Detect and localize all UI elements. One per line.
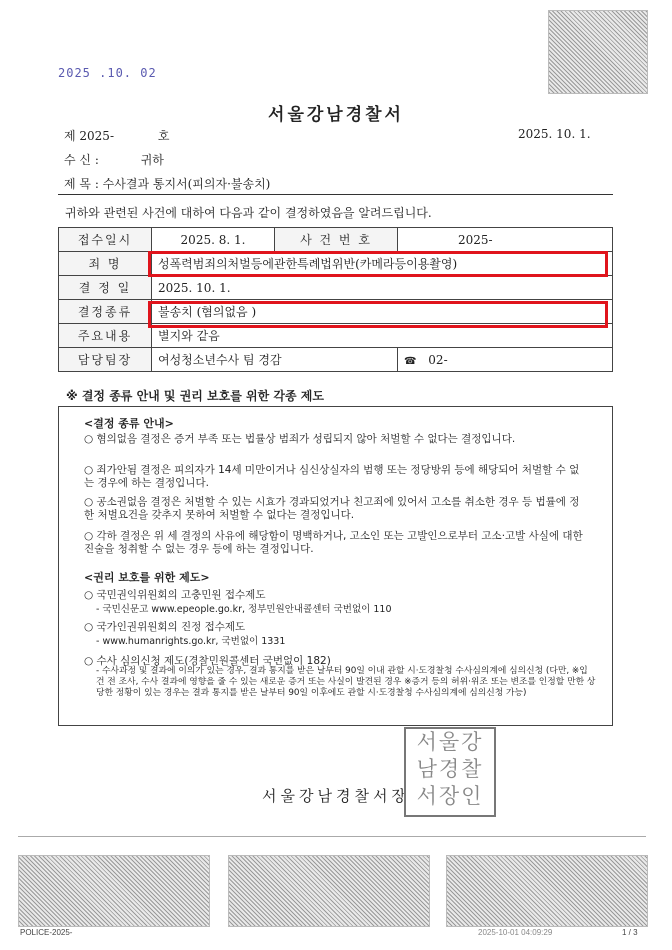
recipient — [64, 151, 164, 168]
barcode-2 — [228, 855, 430, 927]
case-no-label: 사 건 번 호 — [275, 228, 398, 252]
official-seal — [404, 727, 496, 817]
intro-text: 귀하와 관련된 사건에 대하여 다음과 같이 결정하였음을 알려드립니다. — [65, 206, 432, 220]
receipt-value: 2025. 8. 1. — [152, 228, 275, 252]
rights-item-2: ○ 국가인권위원회의 진정 접수제도 — [84, 621, 246, 633]
barcode-1 — [18, 855, 210, 927]
subject: 제 목 : 수사결과 통지서(피의자·불송치) — [64, 177, 271, 191]
decision-type-value: 불송치 (혐의없음 ) — [152, 300, 613, 324]
guide-item-4: ○ 각하 결정은 위 세 결정의 사유에 해당함이 명백하거나, 고소인 또는 고발인으로부터 고소·고발 사실에 대한 진술을 청취할 수 없는 경우 등에 하는 결정입니다. — [84, 530, 583, 555]
guide-title: <결정 종류 안내> — [84, 417, 174, 430]
rights-item-1-detail: - 국민신문고 www.epeople.go.kr, 정부민원안내콜센터 국번없이 110 — [96, 604, 392, 615]
phone-icon: ☎ — [404, 355, 417, 367]
document-number — [64, 127, 169, 144]
qr-code-top — [548, 10, 648, 94]
document-title: 서울강남경찰서 — [268, 105, 404, 125]
seal-line: 남경찰 — [416, 757, 484, 781]
decision-type-label: 결정종류 — [59, 300, 152, 324]
document-number-suffix: 호 — [157, 129, 170, 143]
table-row — [59, 276, 613, 300]
header-divider — [58, 194, 613, 195]
decision-date-value: 2025. 10. 1. — [152, 276, 613, 300]
document-date: 2025. 10. 1. — [518, 127, 591, 141]
footer-divider — [18, 836, 646, 837]
received-date-stamp: 2025 .10. 02 — [58, 66, 157, 80]
footer-timestamp: 2025-10-01 04:09:29 — [478, 928, 553, 937]
table-row — [59, 348, 613, 372]
phone-cell — [398, 348, 613, 372]
recipient-value: 귀하 — [140, 153, 164, 167]
decision-highlight-box — [148, 301, 608, 328]
case-info-table — [58, 227, 613, 372]
rights-item-3: ○ 수사 심의신청 제도(경찰민원콜센터 국번없이 182) — [84, 655, 331, 667]
seal-line: 서장인 — [416, 784, 484, 808]
crime-label: 죄 명 — [59, 252, 152, 276]
footer-page: 1 / 3 — [622, 928, 638, 937]
rights-item-3-detail: - 수사과정 및 결과에 이의가 있는 경우, 결과 통지를 받은 날부터 90일 이내 관할 시·도경찰청 수사심의계에 심의신청 (다만, ※입건 전 조사, 수사 결과에 영향을 줄 수 있는 새로운 증거 또는 사실이 발견된 경우 ※증거 등의 허위·위조 또는 변조를 인정할 만한 상당한 정황이 있는 경우는 결과 통지를 받은 날부터 90일 이후에도 관할 시·도경찰청 수사심의계에 심의신청 가능) — [96, 666, 596, 698]
signature: 서울강남경찰서장 — [262, 787, 410, 805]
phone-value: 02- — [428, 352, 448, 367]
recipient-label: 수 신 : — [64, 153, 99, 167]
seal-line: 서울강 — [416, 730, 484, 754]
footer-doc-id: POLICE-2025- — [20, 928, 73, 937]
barcode-3 — [446, 855, 648, 927]
rights-item-2-detail: - www.humanrights.go.kr, 국번없이 1331 — [96, 636, 286, 647]
content-value: 별지와 같음 — [152, 324, 613, 348]
rights-item-1: ○ 국민권익위원회의 고충민원 접수제도 — [84, 589, 266, 601]
document-number-label: 제 2025- — [64, 129, 115, 143]
guide-item-3: ○ 공소권없음 결정은 처벌할 수 있는 시효가 경과되었거나 친고죄에 있어서 고소를 취소한 경우 등 법률에 정한 처벌요건을 갖추지 못하여 처벌할 수 없다는 결정입니다. — [84, 496, 580, 521]
rights-title: <권리 보호를 위한 제도> — [84, 571, 210, 584]
notice-title: ※ 결정 종류 안내 및 권리 보호를 위한 각종 제도 — [66, 389, 324, 403]
crime-highlight-box — [148, 251, 608, 277]
table-row — [59, 228, 613, 252]
guide-item-1: ○ 혐의없음 결정은 증거 부족 또는 법률상 범죄가 성립되지 않아 처벌할 수 없다는 결정입니다. — [84, 433, 516, 445]
case-no-value: 2025- — [398, 228, 613, 252]
decision-date-label: 결 정 일 — [59, 276, 152, 300]
guide-item-2: ○ 죄가안됨 결정은 피의자가 14세 미만이거나 심신상실자의 범행 또는 정당방위 등에 해당되어 처벌할 수 없는 경우에 하는 결정입니다. — [84, 464, 580, 489]
officer-value: 여성청소년수사 팀 경감 — [152, 348, 398, 372]
crime-value: 성폭력범죄의처벌등에관한특례법위반(카메라등이용촬영) — [152, 252, 613, 276]
content-label: 주요내용 — [59, 324, 152, 348]
officer-label: 담당팀장 — [59, 348, 152, 372]
receipt-label: 접수일시 — [59, 228, 152, 252]
